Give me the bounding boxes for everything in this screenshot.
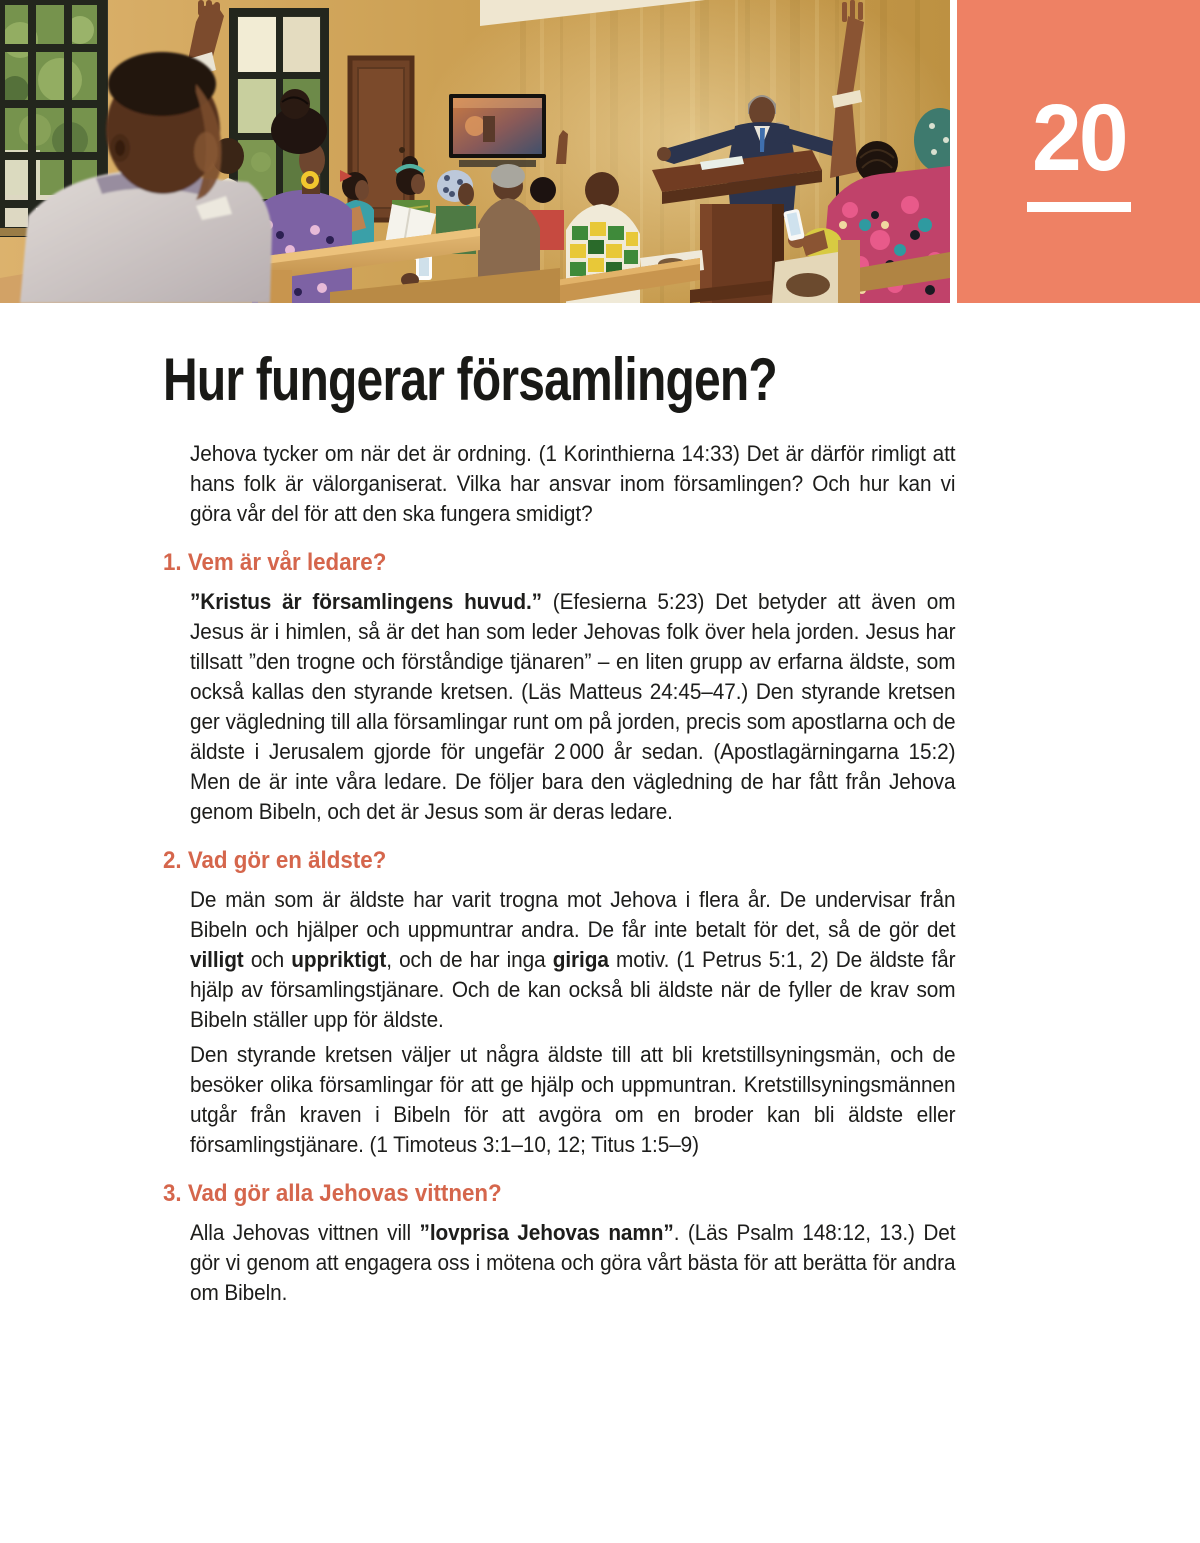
body-paragraph: Alla Jehovas vittnen vill ”lovprisa Jehovas namn”. (Läs Psalm 148:12, 13.) Det gör vi genom att engagera oss i mötena och göra vårt bästa för att berätta för andra om Bibeln. (190, 1220, 956, 1305)
body-paragraph: ”Kristus är församlingens huvud.” (Efesierna 5:23) Det betyder att även om Jesus är i himlen, så är det han som leder Jehovas folk över hela jorden. Jesus har tillsatt ”den trogne och förståndige tjänaren” – en liten grupp av erfarna äldste, som också kallas den styrande kretsen. (Läs Matteus 24:45–47.) Den styrande kretsen ger vägledning till alla församlingar runt om på jorden, precis som apostlarna och de äldste i Jerusalem gjorde för ungefär 2 000 år sedan. (Apostlagärningarna 15:2) Men de är inte våra ledare. De följer bara den vägledning de har fått från Jehova genom Bibeln, och det är Jesus som är deras ledare. (190, 589, 956, 824)
sections-container (0, 549, 1200, 1308)
article-content (0, 303, 1200, 1308)
section-heading: 2. Vad gör en äldste? (163, 847, 387, 874)
hero-photo (0, 0, 950, 303)
chapter-badge (957, 0, 1200, 303)
congregation-photo-illustration (0, 0, 950, 303)
section-heading: 3. Vad gör alla Jehovas vittnen? (163, 1180, 502, 1207)
chapter-underline (1027, 202, 1131, 212)
section-heading: 1. Vem är vår ledare? (163, 549, 387, 576)
intro-paragraph: Jehova tycker om när det är ordning. (1 Korinthierna 14:33) Det är därför rimligt att hans folk är välorganiserat. Vilka har ansvar inom församlingen? Och hur kan vi göra vår del för att den ska fungera smidigt? (190, 441, 956, 526)
chapter-number: 20 (1031, 85, 1126, 191)
body-paragraph: Den styrande kretsen väljer ut några äldste till att bli kretstillsyningsmän, och de besöker olika församlingar för att ge hjälp och uppmuntran. Kretstillsyningsmännen utgår från kraven i Bibeln för att avgöra om en broder kan bli äldste eller församlingstjänare. (1 Timoteus 3:1–10, 12; Titus 1:5–9) (190, 1042, 956, 1157)
tv-screen-icon (449, 94, 546, 167)
page-title: Hur fungerar församlingen? (163, 346, 777, 413)
body-paragraph: De män som är äldste har varit trogna mot Jehova i flera år. De undervisar från Bibeln och hjälper och uppmuntrar andra. De får inte betalt för det, så de gör det villigt och uppriktigt, och de har inga giriga motiv. (1 Petrus 5:1, 2) De äldste får hjälp av församlingstjänare. Och de kan också bli äldste när de fyller de krav som Bibeln ställer upp för äldste. (190, 887, 956, 1032)
